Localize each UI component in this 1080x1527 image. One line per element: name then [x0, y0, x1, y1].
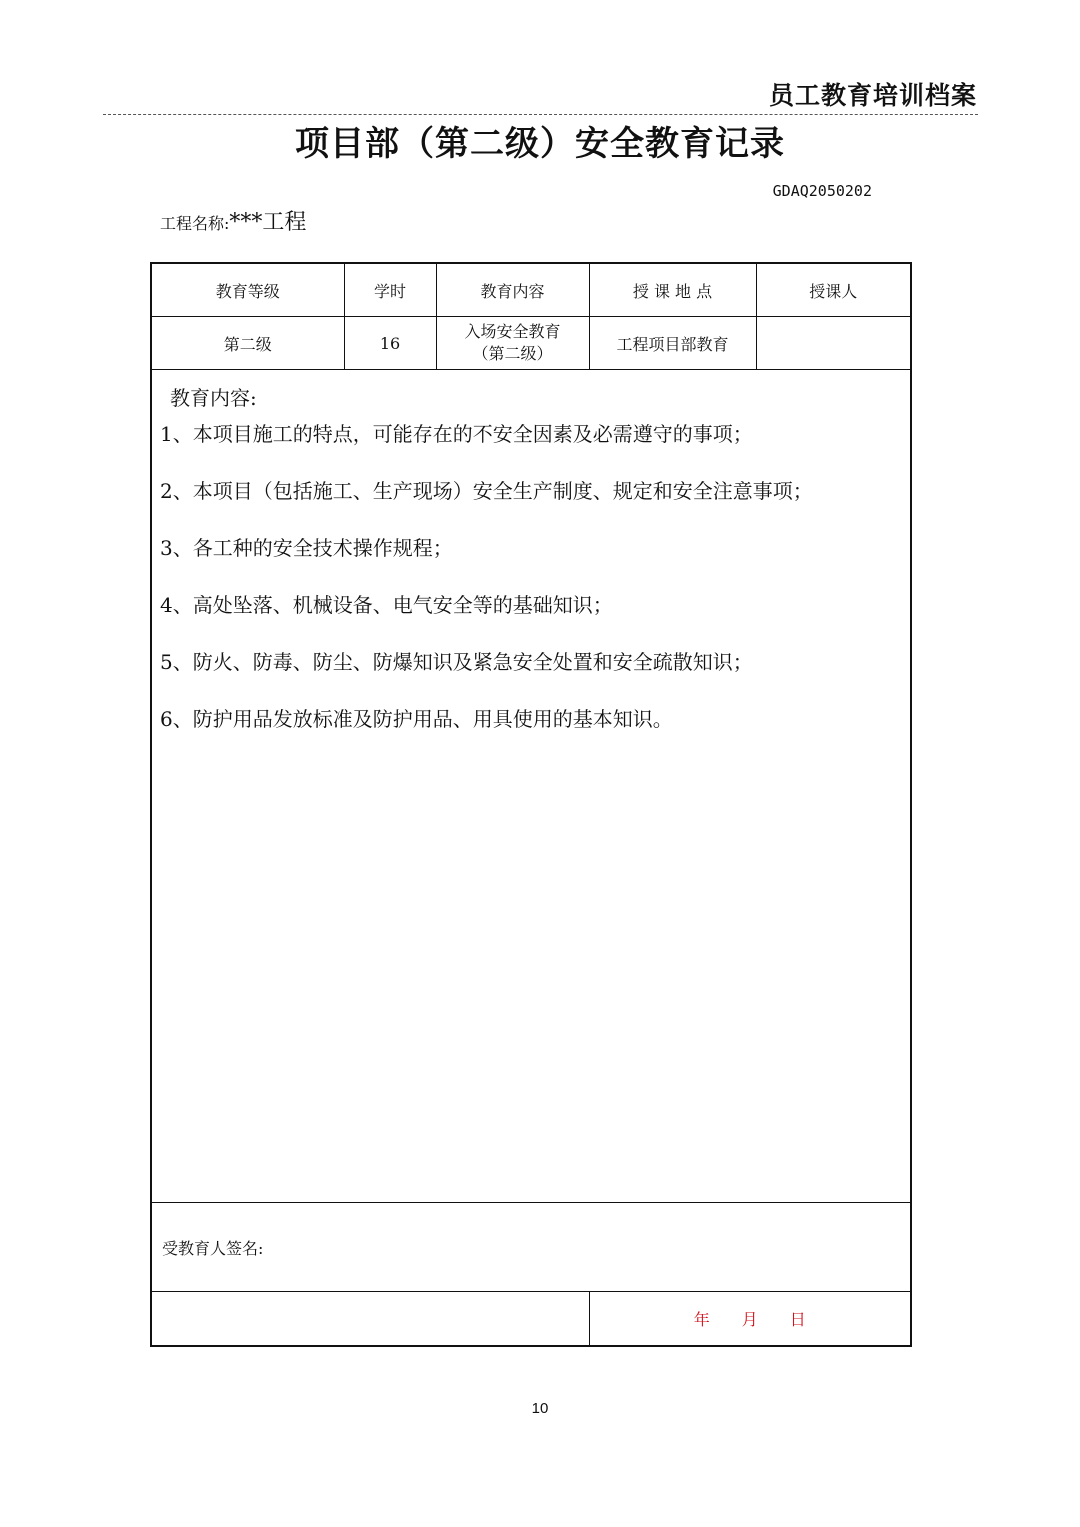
date-day: 日: [789, 1310, 806, 1329]
date-row: [151, 1292, 911, 1347]
project-name-line: [160, 205, 306, 236]
education-content-section: [151, 370, 911, 1203]
list-item: 4、高处坠落、机械设备、电气安全等的基础知识；: [160, 593, 613, 617]
table-header-row: [151, 263, 911, 317]
project-name: ***工程: [229, 210, 307, 235]
header-hours: 学时: [344, 263, 436, 317]
education-record-table: [150, 262, 912, 1347]
header-instructor: 授课人: [756, 263, 911, 317]
page-title: 项目部（第二级）安全教育记录: [295, 124, 785, 164]
date-month: 月: [741, 1310, 758, 1329]
content-heading: 教育内容:: [170, 386, 257, 410]
header-location: 授 课 地 点: [589, 263, 756, 317]
list-item: 1、本项目施工的特点，可能存在的不安全因素及必需遵守的事项；: [160, 422, 753, 446]
list-item: 3、各工种的安全技术操作规程；: [160, 536, 453, 560]
date-year: 年: [693, 1310, 710, 1329]
list-item: 2、本项目（包括施工、生产现场）安全生产制度、规定和安全注意事项；: [160, 479, 813, 503]
cell-content-line1: 入场安全教育: [464, 322, 561, 341]
list-item: 6、防护用品发放标准及防护用品、用具使用的基本知识。: [160, 707, 673, 731]
signature-label: 受教育人签名:: [162, 1238, 264, 1258]
list-item: 5、防火、防毒、防尘、防爆知识及紧急安全处置和安全疏散知识；: [160, 650, 753, 674]
cell-level: 第二级: [151, 317, 344, 370]
content-list: [160, 419, 910, 761]
document-code: GDAQ2050202: [772, 182, 872, 200]
header-level: 教育等级: [151, 263, 344, 317]
signature-field[interactable]: [151, 1203, 911, 1292]
page-number: 10: [531, 1400, 549, 1417]
header-divider: [103, 114, 978, 115]
cell-instructor[interactable]: [756, 317, 911, 370]
cell-content: [436, 317, 589, 370]
date-field[interactable]: [589, 1292, 911, 1347]
cell-location: 工程项目部教育: [589, 317, 756, 370]
table-row: [151, 317, 911, 370]
archive-title: 员工教育培训档案: [768, 81, 977, 110]
header-content: 教育内容: [436, 263, 589, 317]
date-blank-cell: [151, 1292, 589, 1347]
project-label: 工程名称:: [160, 214, 230, 233]
cell-hours: 16: [344, 317, 436, 370]
cell-content-line2: （第二级）: [472, 344, 553, 363]
